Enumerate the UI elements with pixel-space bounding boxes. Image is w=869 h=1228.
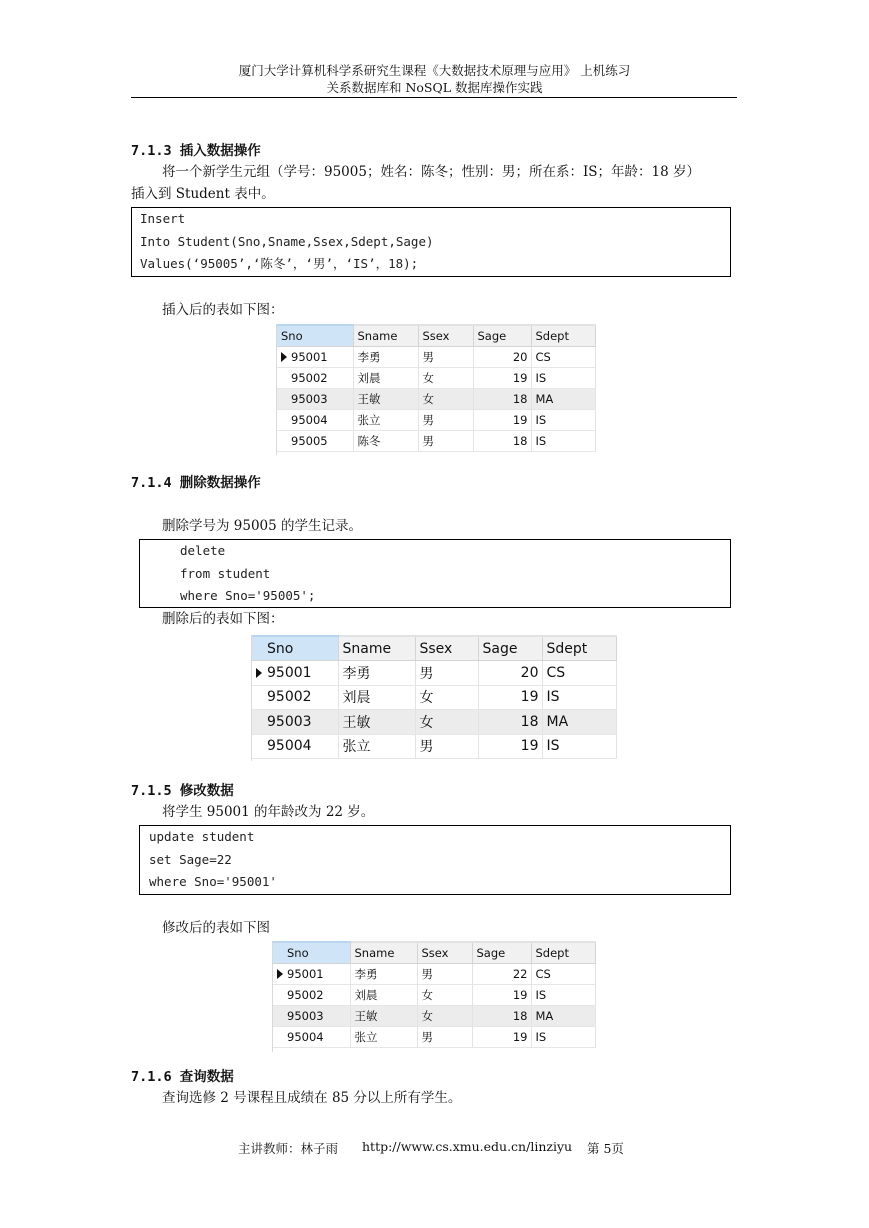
table-row (273, 1026, 595, 1047)
row-indicator-icon (256, 668, 262, 678)
cell: MA (531, 1005, 595, 1026)
footer-url-link[interactable]: http://www.cs.xmu.edu.cn/linziyu (362, 1139, 573, 1154)
column-header: Ssex (417, 942, 472, 963)
cell: 张立 (353, 409, 418, 430)
cell: 李勇 (353, 346, 418, 367)
paragraph: 将学生 95001 的年龄改为 22 岁。 (162, 804, 375, 820)
code-block-insert (131, 207, 731, 277)
code-line: delete (180, 543, 226, 558)
column-header: Ssex (415, 636, 478, 661)
header-line-2: 关系数据库和 NoSQL 数据库操作实践 (326, 80, 543, 95)
column-header: Sage (472, 942, 531, 963)
table-row (277, 388, 595, 409)
cell: 刘晨 (338, 685, 415, 710)
table-row (252, 661, 616, 686)
section-heading-7-1-5: 7.1.5 修改数据 (131, 783, 234, 799)
grid-header-row (273, 942, 595, 963)
cell: 刘晨 (353, 367, 418, 388)
cell: 95004 (277, 409, 353, 430)
cell: IS (542, 685, 616, 710)
cell: 女 (415, 710, 478, 735)
header-rule (131, 97, 737, 98)
cell: 19 (473, 367, 531, 388)
row-indicator-icon (277, 969, 283, 979)
cell: 95001 (277, 346, 353, 367)
cell: 女 (417, 1005, 472, 1026)
column-header: Sname (353, 325, 418, 346)
cell: IS (531, 1026, 595, 1047)
cell: IS (542, 734, 616, 759)
cell: 王敏 (338, 710, 415, 735)
cell: IS (531, 984, 595, 1005)
column-header: Sage (473, 325, 531, 346)
table-row (277, 430, 595, 451)
page-number: 第 5页 (587, 1141, 624, 1156)
cell: 张立 (350, 1026, 417, 1047)
cell: IS (531, 430, 595, 451)
column-header: Sno (252, 636, 338, 661)
cell: 男 (415, 734, 478, 759)
column-header: Sname (350, 942, 417, 963)
paragraph: 查询选修 2 号课程且成绩在 85 分以上所有学生。 (162, 1090, 462, 1106)
cell: 95004 (273, 1026, 350, 1047)
column-header: Sno (277, 325, 353, 346)
code-line: where Sno='95001' (149, 874, 277, 889)
cell: 95002 (277, 367, 353, 388)
cell: 95002 (252, 685, 338, 710)
caption: 修改后的表如下图 (162, 920, 270, 936)
paragraph: 删除学号为 95005 的学生记录。 (162, 518, 363, 534)
table-row (277, 367, 595, 388)
column-header: Sdept (531, 942, 595, 963)
table-row (273, 984, 595, 1005)
code-line: from student (180, 565, 271, 581)
cell: 20 (478, 661, 542, 686)
code-line: Into Student(Sno,Sname,Ssex,Sdept,Sage) (140, 233, 434, 249)
cell: 男 (417, 963, 472, 984)
result-grid-after-update (272, 941, 594, 1052)
section-heading-7-1-6: 7.1.6 查询数据 (131, 1069, 234, 1085)
cell: 95002 (273, 984, 350, 1005)
result-grid-after-insert (276, 324, 594, 455)
grid-header-row (252, 636, 616, 661)
cell: 王敏 (350, 1005, 417, 1026)
column-header: Sdept (531, 325, 595, 346)
code-line: update student (149, 829, 255, 844)
cell: CS (542, 661, 616, 686)
cell: 男 (418, 409, 473, 430)
cell: MA (542, 710, 616, 735)
cell: 18 (473, 430, 531, 451)
paragraph: 将一个新学生元组（学号：95005；姓名：陈冬；性别：男；所在系：IS；年龄：18 岁） (162, 164, 700, 180)
code-block-delete (139, 539, 731, 608)
cell: 18 (478, 710, 542, 735)
cell: CS (531, 963, 595, 984)
caption: 插入后的表如下图： (162, 302, 284, 318)
header-line-1: 厦门大学计算机科学系研究生课程《大数据技术原理与应用》 上机练习 (238, 63, 631, 78)
cell: 18 (472, 1005, 531, 1026)
code-line: Values(‘95005’,‘陈冬’，‘男’，‘IS’，18); (140, 256, 419, 271)
cell: 女 (418, 367, 473, 388)
cell: IS (531, 409, 595, 430)
result-grid-after-delete (251, 635, 615, 761)
code-line: set Sage=22 (149, 851, 232, 867)
cell: 95003 (273, 1005, 350, 1026)
cell: 李勇 (350, 963, 417, 984)
table-row (277, 346, 595, 367)
section-heading-7-1-3: 7.1.3 插入数据操作 (131, 143, 261, 159)
cell: 20 (473, 346, 531, 367)
cell: 男 (418, 346, 473, 367)
cell: 张立 (338, 734, 415, 759)
cell: 王敏 (353, 388, 418, 409)
cell: IS (531, 367, 595, 388)
cell: CS (531, 346, 595, 367)
cell: MA (531, 388, 595, 409)
caption: 删除后的表如下图： (162, 611, 284, 627)
cell: 18 (473, 388, 531, 409)
column-header: Sname (338, 636, 415, 661)
code-line: where Sno='95005'; (180, 588, 316, 603)
cell: 女 (418, 388, 473, 409)
cell: 95001 (273, 963, 350, 984)
table-row (273, 963, 595, 984)
cell: 95001 (252, 661, 338, 686)
cell: 李勇 (338, 661, 415, 686)
column-header: Sage (478, 636, 542, 661)
cell: 女 (415, 685, 478, 710)
cell: 19 (478, 734, 542, 759)
cell: 95004 (252, 734, 338, 759)
cell: 95003 (252, 710, 338, 735)
cell: 陈冬 (353, 430, 418, 451)
table-row (252, 734, 616, 759)
column-header: Sno (273, 942, 350, 963)
cell: 女 (417, 984, 472, 1005)
code-block-update (139, 825, 731, 895)
table-row (273, 1005, 595, 1026)
section-heading-7-1-4: 7.1.4 删除数据操作 (131, 475, 261, 491)
table-row (252, 710, 616, 735)
table-row (252, 685, 616, 710)
table-row (277, 409, 595, 430)
grid-header-row (277, 325, 595, 346)
cell: 19 (472, 984, 531, 1005)
cell: 男 (417, 1026, 472, 1047)
cell: 男 (415, 661, 478, 686)
cell: 男 (418, 430, 473, 451)
cell: 22 (472, 963, 531, 984)
footer-teacher: 主讲教师：林子雨 (238, 1141, 339, 1156)
cell: 刘晨 (350, 984, 417, 1005)
column-header: Ssex (418, 325, 473, 346)
cell: 19 (478, 685, 542, 710)
paragraph: 插入到 Student 表中。 (131, 186, 275, 202)
cell: 19 (472, 1026, 531, 1047)
row-indicator-icon (281, 352, 287, 362)
cell: 95005 (277, 430, 353, 451)
code-line: Insert (140, 211, 186, 226)
cell: 95003 (277, 388, 353, 409)
column-header: Sdept (542, 636, 616, 661)
cell: 19 (473, 409, 531, 430)
